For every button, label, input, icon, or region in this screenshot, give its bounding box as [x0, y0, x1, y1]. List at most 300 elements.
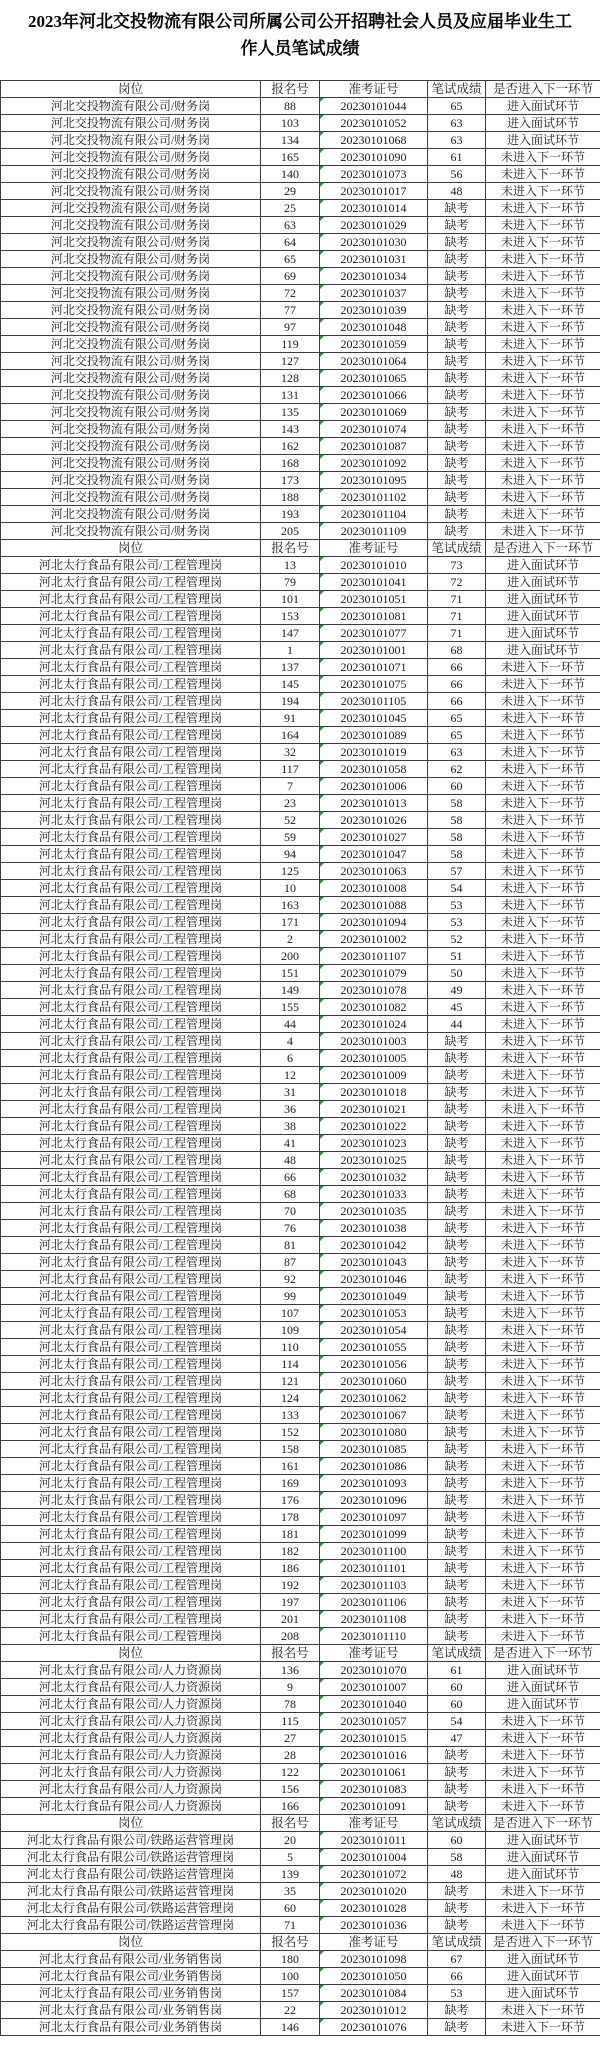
cell-result: 未进入下一环节	[486, 1101, 600, 1118]
cell-score: 缺考	[428, 1186, 486, 1203]
cell-score: 缺考	[428, 1101, 486, 1118]
cell-position: 河北太行食品有限公司/工程管理岗	[1, 1560, 261, 1577]
table-header-row	[1, 540, 600, 557]
cell-registration-number: 31	[261, 1084, 320, 1101]
cell-registration-number: 77	[261, 302, 320, 319]
cell-registration-number: 69	[261, 268, 320, 285]
table-row	[1, 795, 600, 812]
cell-result: 未进入下一环节	[486, 489, 600, 506]
cell-registration-number: 194	[261, 693, 320, 710]
table-row	[1, 319, 600, 336]
cell-registration-number: 27	[261, 1730, 320, 1747]
cell-result: 未进入下一环节	[486, 149, 600, 166]
cell-ticket-number: 20230101081	[320, 608, 428, 625]
cell-registration-number: 147	[261, 625, 320, 642]
cell-registration-number: 176	[261, 1492, 320, 1509]
table-row	[1, 489, 600, 506]
cell-score: 缺考	[428, 1458, 486, 1475]
cell-registration-number: 139	[261, 1866, 320, 1883]
column-header: 岗位	[1, 81, 261, 98]
cell-score: 62	[428, 761, 486, 778]
cell-score: 缺考	[428, 1424, 486, 1441]
cell-registration-number: 125	[261, 863, 320, 880]
column-header: 岗位	[1, 540, 261, 557]
cell-result: 未进入下一环节	[486, 1305, 600, 1322]
cell-position: 河北太行食品有限公司/工程管理岗	[1, 1152, 261, 1169]
cell-position: 河北太行食品有限公司/人力资源岗	[1, 1696, 261, 1713]
table-row	[1, 1679, 600, 1696]
table-row	[1, 1951, 600, 1968]
cell-result: 未进入下一环节	[486, 2019, 600, 2036]
cell-score: 50	[428, 965, 486, 982]
cell-position: 河北太行食品有限公司/工程管理岗	[1, 1254, 261, 1271]
table-row	[1, 472, 600, 489]
cell-score: 缺考	[428, 2002, 486, 2019]
cell-registration-number: 205	[261, 523, 320, 540]
cell-position: 河北太行食品有限公司/铁路运营管理岗	[1, 1917, 261, 1934]
cell-ticket-number: 20230101013	[320, 795, 428, 812]
cell-result: 进入面试环节	[486, 1832, 600, 1849]
table-row	[1, 1118, 600, 1135]
cell-ticket-number: 20230101051	[320, 591, 428, 608]
cell-registration-number: 158	[261, 1441, 320, 1458]
cell-ticket-number: 20230101086	[320, 1458, 428, 1475]
cell-score: 缺考	[428, 2019, 486, 2036]
cell-ticket-number: 20230101074	[320, 421, 428, 438]
cell-score: 缺考	[428, 506, 486, 523]
table-row	[1, 1050, 600, 1067]
cell-position: 河北交投物流有限公司/财务岗	[1, 489, 261, 506]
cell-ticket-number: 20230101002	[320, 931, 428, 948]
table-row	[1, 302, 600, 319]
cell-score: 48	[428, 183, 486, 200]
cell-ticket-number: 20230101077	[320, 625, 428, 642]
cell-ticket-number: 20230101078	[320, 982, 428, 999]
cell-result: 未进入下一环节	[486, 829, 600, 846]
cell-result: 未进入下一环节	[486, 1373, 600, 1390]
column-header: 笔试成绩	[428, 1934, 486, 1951]
cell-ticket-number: 20230101056	[320, 1356, 428, 1373]
cell-registration-number: 119	[261, 336, 320, 353]
cell-position: 河北太行食品有限公司/人力资源岗	[1, 1747, 261, 1764]
cell-ticket-number: 20230101045	[320, 710, 428, 727]
cell-registration-number: 178	[261, 1509, 320, 1526]
table-row	[1, 1135, 600, 1152]
cell-ticket-number: 20230101095	[320, 472, 428, 489]
cell-ticket-number: 20230101069	[320, 404, 428, 421]
cell-score: 缺考	[428, 1441, 486, 1458]
cell-registration-number: 124	[261, 1390, 320, 1407]
cell-score: 缺考	[428, 1577, 486, 1594]
cell-ticket-number: 20230101041	[320, 574, 428, 591]
cell-score: 缺考	[428, 523, 486, 540]
cell-position: 河北太行食品有限公司/工程管理岗	[1, 880, 261, 897]
cell-score: 缺考	[428, 200, 486, 217]
cell-result: 进入面试环节	[486, 1985, 600, 2002]
cell-registration-number: 151	[261, 965, 320, 982]
cell-result: 未进入下一环节	[486, 285, 600, 302]
table-row	[1, 1237, 600, 1254]
cell-registration-number: 94	[261, 846, 320, 863]
cell-result: 未进入下一环节	[486, 523, 600, 540]
cell-registration-number: 23	[261, 795, 320, 812]
cell-score: 缺考	[428, 1526, 486, 1543]
cell-ticket-number: 20230101009	[320, 1067, 428, 1084]
column-header: 岗位	[1, 1645, 261, 1662]
cell-result: 未进入下一环节	[486, 506, 600, 523]
cell-ticket-number: 20230101065	[320, 370, 428, 387]
cell-registration-number: 100	[261, 1968, 320, 1985]
cell-registration-number: 135	[261, 404, 320, 421]
cell-registration-number: 107	[261, 1305, 320, 1322]
cell-result: 未进入下一环节	[486, 455, 600, 472]
cell-position: 河北太行食品有限公司/工程管理岗	[1, 1509, 261, 1526]
cell-score: 60	[428, 1679, 486, 1696]
table-row	[1, 1033, 600, 1050]
cell-ticket-number: 20230101032	[320, 1169, 428, 1186]
cell-result: 未进入下一环节	[486, 1611, 600, 1628]
cell-registration-number: 162	[261, 438, 320, 455]
table-row	[1, 761, 600, 778]
cell-registration-number: 121	[261, 1373, 320, 1390]
cell-result: 未进入下一环节	[486, 1339, 600, 1356]
table-row	[1, 149, 600, 166]
cell-registration-number: 13	[261, 557, 320, 574]
cell-ticket-number: 20230101047	[320, 846, 428, 863]
column-header: 准考证号	[320, 540, 428, 557]
cell-registration-number: 157	[261, 1985, 320, 2002]
cell-result: 未进入下一环节	[486, 1883, 600, 1900]
table-row	[1, 353, 600, 370]
cell-result: 未进入下一环节	[486, 268, 600, 285]
table-row	[1, 846, 600, 863]
cell-score: 缺考	[428, 370, 486, 387]
cell-position: 河北交投物流有限公司/财务岗	[1, 132, 261, 149]
cell-result: 未进入下一环节	[486, 1781, 600, 1798]
cell-result: 未进入下一环节	[486, 1526, 600, 1543]
cell-result: 未进入下一环节	[486, 1016, 600, 1033]
cell-ticket-number: 20230101097	[320, 1509, 428, 1526]
table-row	[1, 2002, 600, 2019]
cell-position: 河北太行食品有限公司/工程管理岗	[1, 1339, 261, 1356]
cell-position: 河北太行食品有限公司/工程管理岗	[1, 999, 261, 1016]
cell-result: 未进入下一环节	[486, 676, 600, 693]
cell-result: 未进入下一环节	[486, 812, 600, 829]
cell-position: 河北交投物流有限公司/财务岗	[1, 234, 261, 251]
cell-result: 未进入下一环节	[486, 1237, 600, 1254]
table-row	[1, 1356, 600, 1373]
table-row	[1, 268, 600, 285]
table-row	[1, 829, 600, 846]
cell-registration-number: 114	[261, 1356, 320, 1373]
cell-result: 未进入下一环节	[486, 1475, 600, 1492]
cell-position: 河北太行食品有限公司/工程管理岗	[1, 744, 261, 761]
cell-registration-number: 9	[261, 1679, 320, 1696]
cell-position: 河北太行食品有限公司/工程管理岗	[1, 710, 261, 727]
cell-ticket-number: 20230101050	[320, 1968, 428, 1985]
cell-position: 河北太行食品有限公司/工程管理岗	[1, 1441, 261, 1458]
cell-score: 缺考	[428, 1594, 486, 1611]
cell-score: 缺考	[428, 1152, 486, 1169]
cell-result: 未进入下一环节	[486, 1900, 600, 1917]
table-row	[1, 98, 600, 115]
cell-ticket-number: 20230101012	[320, 2002, 428, 2019]
table-row	[1, 982, 600, 999]
table-row	[1, 1424, 600, 1441]
cell-result: 未进入下一环节	[486, 438, 600, 455]
cell-registration-number: 140	[261, 166, 320, 183]
cell-position: 河北太行食品有限公司/工程管理岗	[1, 1101, 261, 1118]
cell-score: 66	[428, 693, 486, 710]
cell-score: 缺考	[428, 1781, 486, 1798]
table-row	[1, 455, 600, 472]
cell-score: 71	[428, 625, 486, 642]
cell-score: 缺考	[428, 1628, 486, 1645]
cell-result: 未进入下一环节	[486, 1730, 600, 1747]
cell-score: 缺考	[428, 1492, 486, 1509]
cell-score: 缺考	[428, 1560, 486, 1577]
cell-ticket-number: 20230101071	[320, 659, 428, 676]
cell-registration-number: 28	[261, 1747, 320, 1764]
table-row	[1, 404, 600, 421]
cell-position: 河北交投物流有限公司/财务岗	[1, 200, 261, 217]
table-row	[1, 1067, 600, 1084]
cell-position: 河北太行食品有限公司/工程管理岗	[1, 693, 261, 710]
cell-score: 缺考	[428, 1271, 486, 1288]
cell-position: 河北太行食品有限公司/工程管理岗	[1, 931, 261, 948]
cell-ticket-number: 20230101094	[320, 914, 428, 931]
scores-table	[0, 80, 600, 2036]
cell-registration-number: 127	[261, 353, 320, 370]
table-row	[1, 931, 600, 948]
table-row	[1, 1169, 600, 1186]
cell-score: 56	[428, 166, 486, 183]
cell-score: 60	[428, 1696, 486, 1713]
cell-ticket-number: 20230101055	[320, 1339, 428, 1356]
table-row	[1, 1662, 600, 1679]
cell-registration-number: 193	[261, 506, 320, 523]
cell-registration-number: 201	[261, 1611, 320, 1628]
table-row	[1, 1509, 600, 1526]
cell-score: 66	[428, 659, 486, 676]
table-row	[1, 387, 600, 404]
cell-position: 河北太行食品有限公司/工程管理岗	[1, 591, 261, 608]
cell-result: 未进入下一环节	[486, 1917, 600, 1934]
cell-result: 未进入下一环节	[486, 897, 600, 914]
cell-ticket-number: 20230101039	[320, 302, 428, 319]
cell-position: 河北太行食品有限公司/工程管理岗	[1, 1356, 261, 1373]
cell-registration-number: 22	[261, 2002, 320, 2019]
cell-registration-number: 163	[261, 897, 320, 914]
cell-ticket-number: 20230101057	[320, 1713, 428, 1730]
table-row	[1, 591, 600, 608]
table-row	[1, 115, 600, 132]
table-row	[1, 1254, 600, 1271]
column-header: 准考证号	[320, 1815, 428, 1832]
cell-result: 进入面试环节	[486, 1866, 600, 1883]
table-row	[1, 166, 600, 183]
cell-ticket-number: 20230101084	[320, 1985, 428, 2002]
cell-position: 河北交投物流有限公司/财务岗	[1, 251, 261, 268]
cell-score: 缺考	[428, 1798, 486, 1815]
table-row	[1, 1849, 600, 1866]
cell-position: 河北太行食品有限公司/人力资源岗	[1, 1679, 261, 1696]
table-row	[1, 421, 600, 438]
cell-position: 河北太行食品有限公司/工程管理岗	[1, 1373, 261, 1390]
cell-registration-number: 81	[261, 1237, 320, 1254]
cell-score: 66	[428, 676, 486, 693]
cell-ticket-number: 20230101083	[320, 1781, 428, 1798]
table-row	[1, 1322, 600, 1339]
cell-score: 缺考	[428, 1203, 486, 1220]
cell-ticket-number: 20230101099	[320, 1526, 428, 1543]
cell-ticket-number: 20230101053	[320, 1305, 428, 1322]
table-row	[1, 1628, 600, 1645]
cell-score: 缺考	[428, 1135, 486, 1152]
table-row	[1, 1220, 600, 1237]
cell-position: 河北太行食品有限公司/工程管理岗	[1, 625, 261, 642]
table-row	[1, 1339, 600, 1356]
table-row	[1, 625, 600, 642]
cell-ticket-number: 20230101085	[320, 1441, 428, 1458]
table-row	[1, 608, 600, 625]
cell-result: 未进入下一环节	[486, 1322, 600, 1339]
cell-score: 54	[428, 1713, 486, 1730]
column-header: 报名号	[261, 1645, 320, 1662]
cell-position: 河北太行食品有限公司/工程管理岗	[1, 829, 261, 846]
cell-ticket-number: 20230101102	[320, 489, 428, 506]
column-header: 岗位	[1, 1934, 261, 1951]
cell-ticket-number: 20230101080	[320, 1424, 428, 1441]
cell-position: 河北太行食品有限公司/工程管理岗	[1, 1169, 261, 1186]
cell-result: 未进入下一环节	[486, 183, 600, 200]
cell-registration-number: 186	[261, 1560, 320, 1577]
table-row	[1, 1458, 600, 1475]
cell-position: 河北交投物流有限公司/财务岗	[1, 268, 261, 285]
table-row	[1, 1764, 600, 1781]
cell-result: 未进入下一环节	[486, 1118, 600, 1135]
table-row	[1, 778, 600, 795]
cell-ticket-number: 20230101066	[320, 387, 428, 404]
table-row	[1, 1747, 600, 1764]
cell-score: 53	[428, 914, 486, 931]
cell-ticket-number: 20230101088	[320, 897, 428, 914]
table-row	[1, 1492, 600, 1509]
cell-registration-number: 36	[261, 1101, 320, 1118]
cell-result: 未进入下一环节	[486, 302, 600, 319]
cell-result: 未进入下一环节	[486, 370, 600, 387]
cell-position: 河北太行食品有限公司/铁路运营管理岗	[1, 1866, 261, 1883]
cell-result: 未进入下一环节	[486, 200, 600, 217]
cell-ticket-number: 20230101022	[320, 1118, 428, 1135]
cell-position: 河北太行食品有限公司/工程管理岗	[1, 1458, 261, 1475]
cell-registration-number: 200	[261, 948, 320, 965]
cell-position: 河北太行食品有限公司/工程管理岗	[1, 982, 261, 999]
cell-position: 河北交投物流有限公司/财务岗	[1, 166, 261, 183]
table-row	[1, 710, 600, 727]
cell-position: 河北太行食品有限公司/工程管理岗	[1, 727, 261, 744]
cell-registration-number: 152	[261, 1424, 320, 1441]
cell-score: 缺考	[428, 1118, 486, 1135]
cell-registration-number: 7	[261, 778, 320, 795]
cell-score: 缺考	[428, 285, 486, 302]
cell-position: 河北太行食品有限公司/工程管理岗	[1, 778, 261, 795]
cell-result: 未进入下一环节	[486, 744, 600, 761]
column-header: 是否进入下一环节	[486, 81, 600, 98]
cell-result: 未进入下一环节	[486, 1186, 600, 1203]
cell-ticket-number: 20230101091	[320, 1798, 428, 1815]
table-row	[1, 523, 600, 540]
cell-result: 未进入下一环节	[486, 710, 600, 727]
cell-position: 河北太行食品有限公司/工程管理岗	[1, 608, 261, 625]
cell-registration-number: 131	[261, 387, 320, 404]
cell-ticket-number: 20230101082	[320, 999, 428, 1016]
cell-position: 河北太行食品有限公司/工程管理岗	[1, 557, 261, 574]
cell-registration-number: 181	[261, 1526, 320, 1543]
cell-registration-number: 76	[261, 1220, 320, 1237]
cell-registration-number: 188	[261, 489, 320, 506]
column-header: 准考证号	[320, 1645, 428, 1662]
cell-registration-number: 68	[261, 1186, 320, 1203]
cell-ticket-number: 20230101060	[320, 1373, 428, 1390]
cell-result: 未进入下一环节	[486, 336, 600, 353]
cell-result: 进入面试环节	[486, 1662, 600, 1679]
cell-score: 缺考	[428, 1917, 486, 1934]
cell-position: 河北交投物流有限公司/财务岗	[1, 336, 261, 353]
cell-registration-number: 143	[261, 421, 320, 438]
cell-result: 进入面试环节	[486, 1849, 600, 1866]
cell-registration-number: 137	[261, 659, 320, 676]
table-row	[1, 1798, 600, 1815]
cell-registration-number: 4	[261, 1033, 320, 1050]
cell-position: 河北太行食品有限公司/工程管理岗	[1, 1237, 261, 1254]
table-row	[1, 132, 600, 149]
cell-score: 71	[428, 608, 486, 625]
table-row	[1, 1203, 600, 1220]
cell-score: 58	[428, 812, 486, 829]
cell-score: 63	[428, 744, 486, 761]
table-row	[1, 1696, 600, 1713]
cell-ticket-number: 20230101011	[320, 1832, 428, 1849]
cell-position: 河北交投物流有限公司/财务岗	[1, 472, 261, 489]
cell-position: 河北太行食品有限公司/工程管理岗	[1, 1186, 261, 1203]
cell-position: 河北交投物流有限公司/财务岗	[1, 285, 261, 302]
cell-position: 河北太行食品有限公司/工程管理岗	[1, 659, 261, 676]
cell-result: 未进入下一环节	[486, 982, 600, 999]
cell-score: 缺考	[428, 404, 486, 421]
cell-ticket-number: 20230101016	[320, 1747, 428, 1764]
cell-registration-number: 44	[261, 1016, 320, 1033]
cell-registration-number: 180	[261, 1951, 320, 1968]
cell-result: 进入面试环节	[486, 132, 600, 149]
cell-result: 未进入下一环节	[486, 1169, 600, 1186]
cell-result: 进入面试环节	[486, 625, 600, 642]
cell-result: 未进入下一环节	[486, 421, 600, 438]
cell-registration-number: 87	[261, 1254, 320, 1271]
cell-ticket-number: 20230101058	[320, 761, 428, 778]
cell-registration-number: 66	[261, 1169, 320, 1186]
cell-score: 缺考	[428, 1900, 486, 1917]
cell-position: 河北太行食品有限公司/业务销售岗	[1, 1968, 261, 1985]
cell-ticket-number: 20230101046	[320, 1271, 428, 1288]
cell-registration-number: 71	[261, 1917, 320, 1934]
cell-result: 未进入下一环节	[486, 1424, 600, 1441]
cell-position: 河北太行食品有限公司/人力资源岗	[1, 1730, 261, 1747]
cell-ticket-number: 20230101070	[320, 1662, 428, 1679]
cell-score: 缺考	[428, 1764, 486, 1781]
table-row	[1, 693, 600, 710]
cell-registration-number: 133	[261, 1407, 320, 1424]
